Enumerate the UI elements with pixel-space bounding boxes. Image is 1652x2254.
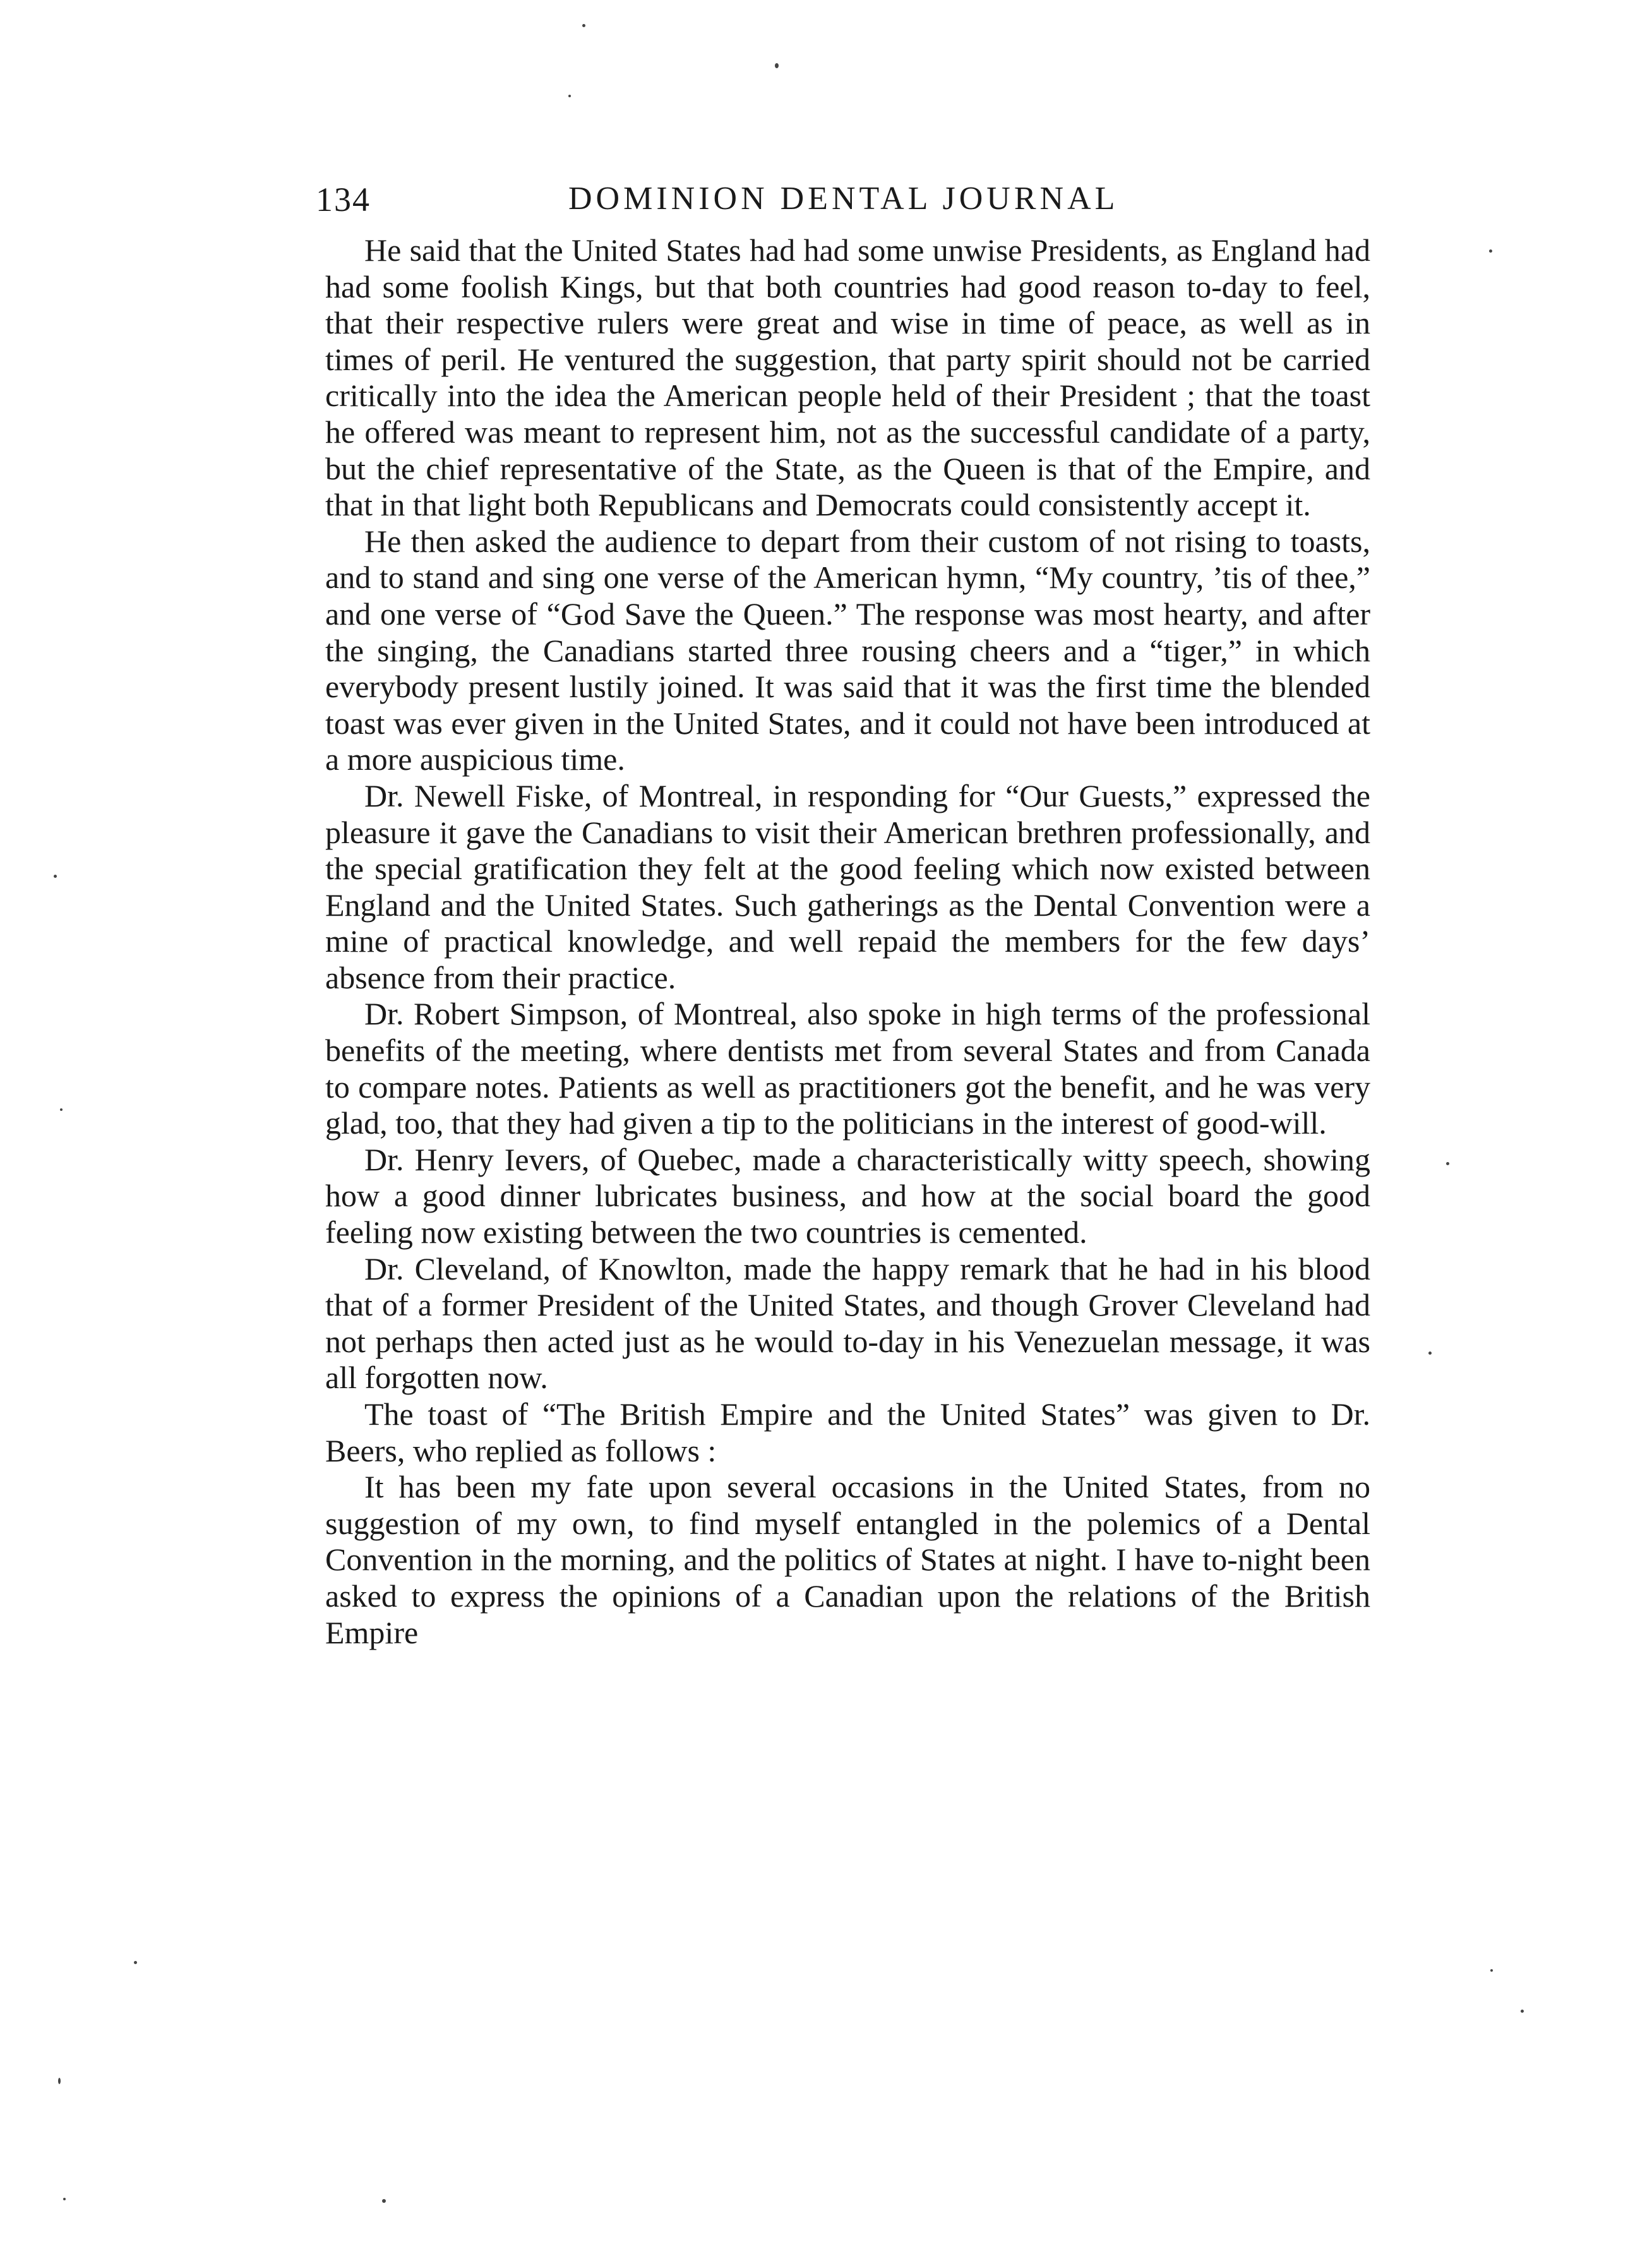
scan-speck bbox=[1521, 2010, 1524, 2013]
paragraph: The toast of “The British Empire and the United States” was given to Dr. Beers, who replied as follows : bbox=[325, 1396, 1370, 1468]
paragraph: Dr. Newell Fiske, of Montreal, in responding for “Our Guests,” expressed the pleasure it gave the Canadians to visit their American brethren professionally, and the special gratification they felt at the good feeling which now existed between England and the United States. Such gatherings as the Dental Convention were a mine of practical knowledge, and well repaid the members for the few days’ absence from their practice. bbox=[325, 777, 1370, 995]
scan-speck bbox=[568, 95, 571, 97]
page-number: 134 bbox=[316, 181, 371, 219]
paragraph: Dr. Robert Simpson, of Montreal, also spoke in high terms of the professional benefits of the meeting, where dentists met from several States and from Canada to compare notes. Patients as well as practitioners got the benefit, and he was very glad, too, that they had given a tip to the politicians in the interest of good-will. bbox=[325, 996, 1370, 1141]
scan-speck bbox=[134, 1961, 137, 1964]
scan-speck bbox=[382, 2199, 386, 2203]
paragraph: It has been my fate upon several occasions in the United States, from no suggestion of my own, to find myself entangled in the polemics of a Dental Convention in the morning, and the politics of States at night. I have to-night been asked to express the opinions of a Canadian upon the relations of the British Empire bbox=[325, 1469, 1370, 1650]
article-body bbox=[325, 232, 1370, 1651]
page-header bbox=[316, 180, 1377, 237]
paragraph: Dr. Cleveland, of Knowlton, made the happy remark that he had in his blood that of a former President of the United States, and though Grover Cleveland had not perhaps then acted just as he would to-day in his Venezuelan message, it was all forgotten now. bbox=[325, 1250, 1370, 1396]
scan-speck bbox=[63, 2198, 66, 2200]
scan-speck bbox=[1490, 1969, 1493, 1972]
paragraph: He then asked the audience to depart from their custom of not rising to toasts, and to stand and sing one verse of the American hymn, “My country, ’tis of thee,” and one verse of “God Save the Queen.” The response was most hearty, and after the singing, the Canadians started three rousing cheers and a “tiger,” in which everybody present lustily joined. It was said that it was the first time the blended toast was ever given in the United States, and it could not have been introduced at a more auspicious time. bbox=[325, 523, 1370, 777]
paragraph: He said that the United States had had some unwise Presidents, as England had had some foolish Kings, but that both countries had good reason to-day to feel, that their respective rulers were great and wise in time of peace, as well as in times of peril. He ventured the suggestion, that party spirit should not be carried critically into the idea the American people held of their President ; that the toast he offered was meant to represent him, not as the successful candidate of a party, but the chief representative of the State, as the Queen is that of the Empire, and that in that light both Republicans and Democrats could consistently accept it. bbox=[325, 232, 1370, 523]
scan-speck bbox=[582, 24, 585, 27]
running-head: DOMINION DENTAL JOURNAL bbox=[568, 181, 1119, 217]
scan-speck bbox=[58, 2078, 61, 2084]
scan-speck bbox=[54, 875, 57, 878]
scan-speck bbox=[1446, 1162, 1449, 1165]
paragraph: Dr. Henry Ievers, of Quebec, made a characteristically witty speech, showing how a good dinner lubricates business, and how at the social board the good feeling now existing between the two countries is cemented. bbox=[325, 1141, 1370, 1250]
scan-speck bbox=[775, 63, 779, 68]
scan-speck bbox=[60, 1108, 63, 1111]
scan-speck bbox=[1428, 1352, 1432, 1355]
scan-speck bbox=[1489, 249, 1492, 253]
